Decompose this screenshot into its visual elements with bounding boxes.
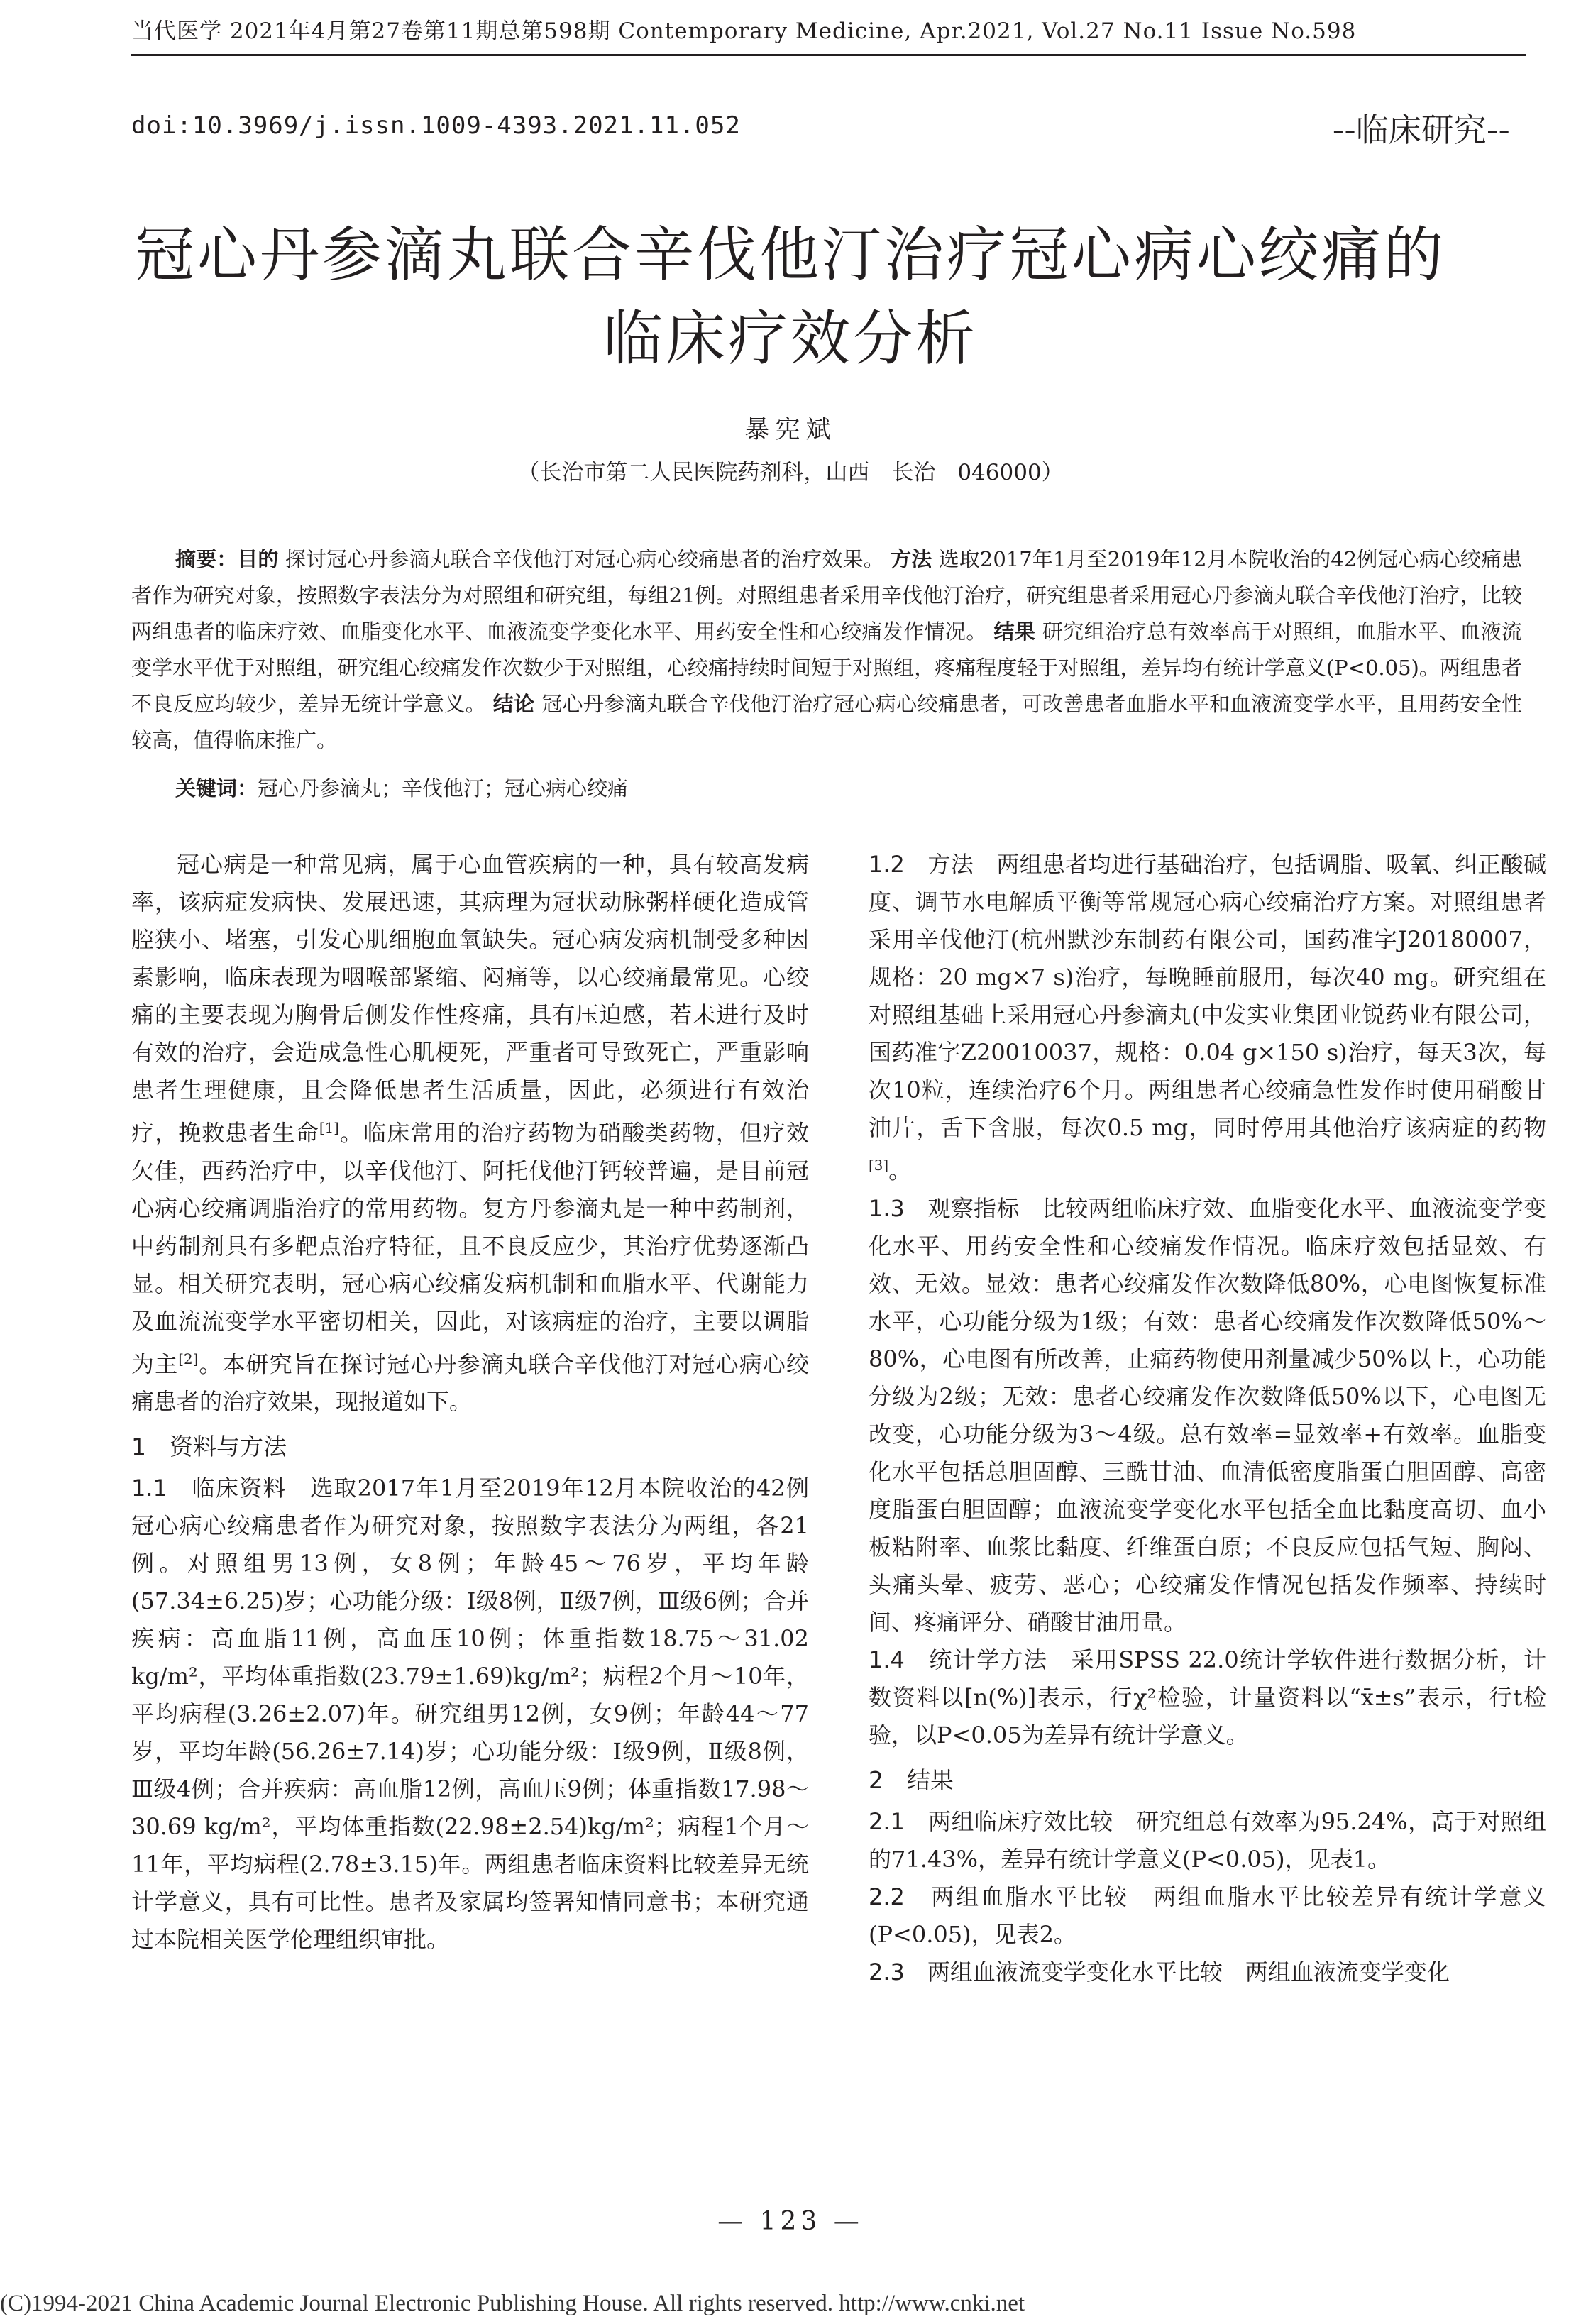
body-column-right: [869, 846, 1546, 1991]
copyright-footer: (C)1994-2021 China Academic Journal Electronic Publishing House. All rights reserved. http://www.cnki.net: [0, 2291, 1025, 2316]
subsection-2-2-text: 两组血脂水平比较差异有统计学意义(P<0.05)，见表2。: [869, 1883, 1546, 1948]
abstract-methods-label: 方法: [891, 547, 932, 571]
keywords: [175, 771, 1522, 807]
intro-text-1: 冠心病是一种常见病，属于心血管疾病的一种，具有较高发病率，该病症发病快、发展迅速，其病理为冠状动脉粥样硬化造成管腔狭小、堵塞，引发心肌细胞血氧缺失。冠心病发病机制受多种因素影响，临床表现为咽喉部紧缩、闷痛等，以心绞痛最常见。心绞痛的主要表现为胸骨后侧发作性疼痛，具有压迫感，若未进行及时有效的治疗，会造成急性心肌梗死，严重者可导致死亡，严重影响患者生理健康，且会降低患者生活质量，因此，必须进行有效治疗，挽救患者生命: [131, 851, 809, 1147]
doi: doi:10.3969/j.issn.1009-4393.2021.11.052: [131, 111, 741, 140]
abstract-objective: 探讨冠心丹参滴丸联合辛伐他汀对冠心病心绞痛患者的治疗效果。: [285, 547, 884, 571]
body-column-left: [131, 846, 809, 1959]
subsection-1-4-text: 采用SPSS 22.0统计学软件进行数据分析，计数资料以[n(%)]表示，行χ²检验，计量资料以“x̄±s”表示，行t检验，以P<0.05为差异有统计学意义。: [869, 1646, 1546, 1748]
abstract-label: 摘要：目的: [175, 547, 279, 571]
subsection-1-1-text: 选取2017年1月至2019年12月本院收治的42例冠心病心绞痛患者作为研究对象，按照数字表法分为两组，各21例。对照组男13例，女8例；年龄45～76岁，平均年龄(57.34±6.25)岁；心功能分级：Ⅰ级8例，Ⅱ级7例，Ⅲ级6例；合并疾病：高血脂11例，高血压10例；体重指数18.75～31.02 kg/m²，平均体重指数(23.79±1.69)kg/m²；病程2个月～10年，平均病程(3.26±2.07)年。研究组男12例，女9例；年龄44～77岁，平均年龄(56.26±7.14)岁；心功能分级：Ⅰ级9例，Ⅱ级8例，Ⅲ级4例；合并疾病：高血脂12例，高血压9例；体重指数17.98～30.69 kg/m²，平均体重指数(22.98±2.54)kg/m²；病程1个月～11年，平均病程(2.78±3.15)年。两组患者临床资料比较差异无统计学意义，具有可比性。患者及家属均签署知情同意书；本研究通过本院相关医学伦理组织审批。: [131, 1475, 809, 1954]
subsection-1-2: [869, 846, 1546, 1190]
abstract-conclusion: 冠心丹参滴丸联合辛伐他汀治疗冠心病心绞痛患者，可改善患者血脂水平和血液流变学水平，且用药安全性较高，值得临床推广。: [131, 692, 1522, 752]
affiliation: （长治市第二人民医院药剂科，山西 长治 046000）: [517, 460, 1064, 485]
subsection-1-4-heading: 1.4 统计学方法: [869, 1646, 1048, 1673]
section-heading-2: 2 结果: [869, 1766, 954, 1794]
subsection-2-3-text: 两组血液流变学变化: [1245, 1958, 1450, 1986]
keywords-label: 关键词：: [175, 776, 258, 800]
subsection-1-3-heading: 1.3 观察指标: [869, 1194, 1020, 1222]
subsection-1-1: [131, 1470, 809, 1959]
page-number: — 123 —: [717, 2207, 864, 2236]
header-rule: [131, 54, 1526, 56]
subsection-2-1-text: 研究组总有效率为95.24%，高于对照组的71.43%，差异有统计学意义(P<0.05)，见表1。: [869, 1807, 1546, 1873]
subsection-1-3-text: 比较两组临床疗效、血脂变化水平、血液流变学变化水平、用药安全性和心绞痛发作情况。临床疗效包括显效、有效、无效。显效：患者心绞痛发作次数降低80%，心电图恢复标准水平，心功能分级为1级；有效：患者心绞痛发作次数降低50%～80%，心电图有所改善，止痛药物使用剂量减少50%以上，心功能分级为2级；无效：患者心绞痛发作次数降低50%以下，心电图无改变，心功能分级为3～4级。总有效率=显效率+有效率。血脂变化水平包括总胆固醇、三酰甘油、血清低密度脂蛋白胆固醇、高密度脂蛋白胆固醇；血液流变学变化水平包括全血比黏度高切、血小板粘附率、血浆比黏度、纤维蛋白原；不良反应包括气短、胸闷、头痛头晕、疲劳、恶心；心绞痛发作情况包括发作频率、持续时间、疼痛评分、硝酸甘油用量。: [869, 1194, 1546, 1636]
intro-text-2: 。临床常用的治疗药物为硝酸类药物，但疗效欠佳，西药治疗中，以辛伐他汀、阿托伐他汀钙较普遍，是目前冠心病心绞痛调脂治疗的常用药物。复方丹参滴丸是一种中药制剂，中药制剂具有多靶点治疗特征，且不良反应少，其治疗优势逐渐凸显。相关研究表明，冠心病心绞痛发病机制和血脂水平、代谢能力及血流流变学水平密切相关，因此，对该病症的治疗，主要以调脂为主: [131, 1119, 809, 1378]
subsection-1-2-text: 两组患者均进行基础治疗，包括调脂、吸氧、纠正酸碱度、调节水电解质平衡等常规冠心病心绞痛治疗方案。对照组患者采用辛伐他汀(杭州默沙东制药有限公司，国药准字J20180007，规格：20 mg×7 s)治疗，每晚睡前服用，每次40 mg。研究组在对照组基础上采用冠心丹参滴丸(中发实业集团业锐药业有限公司，国药准字Z20010037，规格：0.04 g×150 s)治疗，每天3次，每次10粒，连续治疗6个月。两组患者心绞痛急性发作时使用硝酸甘油片，舌下含服，每次0.5 mg，同时停用其他治疗该病症的药物: [869, 851, 1546, 1141]
subsection-2-1: [869, 1803, 1546, 1878]
subsection-1-4: [869, 1641, 1546, 1754]
keywords-text: 冠心丹参滴丸；辛伐他汀；冠心病心绞痛: [258, 776, 629, 800]
subsection-2-2: [869, 1878, 1546, 1954]
abstract-methods: 选取2017年1月至2019年12月本院收治的42例冠心病心绞痛患者作为研究对象，按照数字表法分为对照组和研究组，每组21例。对照组患者采用辛伐他汀治疗，研究组患者采用冠心丹参滴丸联合辛伐他汀治疗，比较两组患者的临床疗效、血脂变化水平、血液流变学变化水平、用药安全性和心绞痛发作情况。: [131, 547, 1522, 644]
column-tag: --临床研究--: [1332, 111, 1510, 149]
section-heading-1: 1 资料与方法: [131, 1433, 287, 1461]
article-title-line-2: 临床疗效分析: [602, 304, 978, 373]
author: 暴宪斌: [744, 416, 837, 444]
subsection-1-2-end: 。: [888, 1157, 912, 1184]
abstract-results: 研究组治疗总有效率高于对照组，血脂水平、血液流变学水平优于对照组，研究组心绞痛发作次数少于对照组，心绞痛持续时间短于对照组，疼痛程度轻于对照组，差异均有统计学意义(P<0.05)。两组患者不良反应均较少，差异无统计学意义。: [131, 619, 1522, 716]
article-title: [114, 213, 1467, 380]
subsection-2-3: [869, 1954, 1546, 1991]
article-title-line-1: 冠心丹参滴丸联合辛伐他汀治疗冠心病心绞痛的: [134, 220, 1446, 290]
subsection-1-1-heading: 1.1 临床资料: [131, 1475, 287, 1502]
citation-2: [2]: [178, 1350, 199, 1367]
intro-text-3: 。本研究旨在探讨冠心丹参滴丸联合辛伐他汀对冠心病心绞痛患者的治疗效果，现报道如下。: [131, 1350, 809, 1416]
subsection-1-2-heading: 1.2 方法: [869, 851, 974, 878]
subsection-1-3: [869, 1190, 1546, 1641]
subsection-2-2-heading: 2.2 两组血脂水平比较: [869, 1883, 1129, 1910]
abstract-results-label: 结果: [993, 619, 1036, 644]
abstract-conclusion-label: 结论: [492, 692, 535, 716]
abstract: [131, 541, 1522, 759]
intro-paragraph: [131, 846, 809, 1421]
citation-3: [3]: [869, 1157, 889, 1174]
subsection-2-1-heading: 2.1 两组临床疗效比较: [869, 1807, 1113, 1835]
citation-1: [1]: [319, 1120, 339, 1136]
subsection-2-3-heading: 2.3 两组血液流变学变化水平比较: [869, 1958, 1223, 1986]
running-head: 当代医学 2021年4月第27卷第11期总第598期 Contemporary Medicine, Apr.2021, Vol.27 No.11 Issue No.598: [131, 18, 1357, 44]
